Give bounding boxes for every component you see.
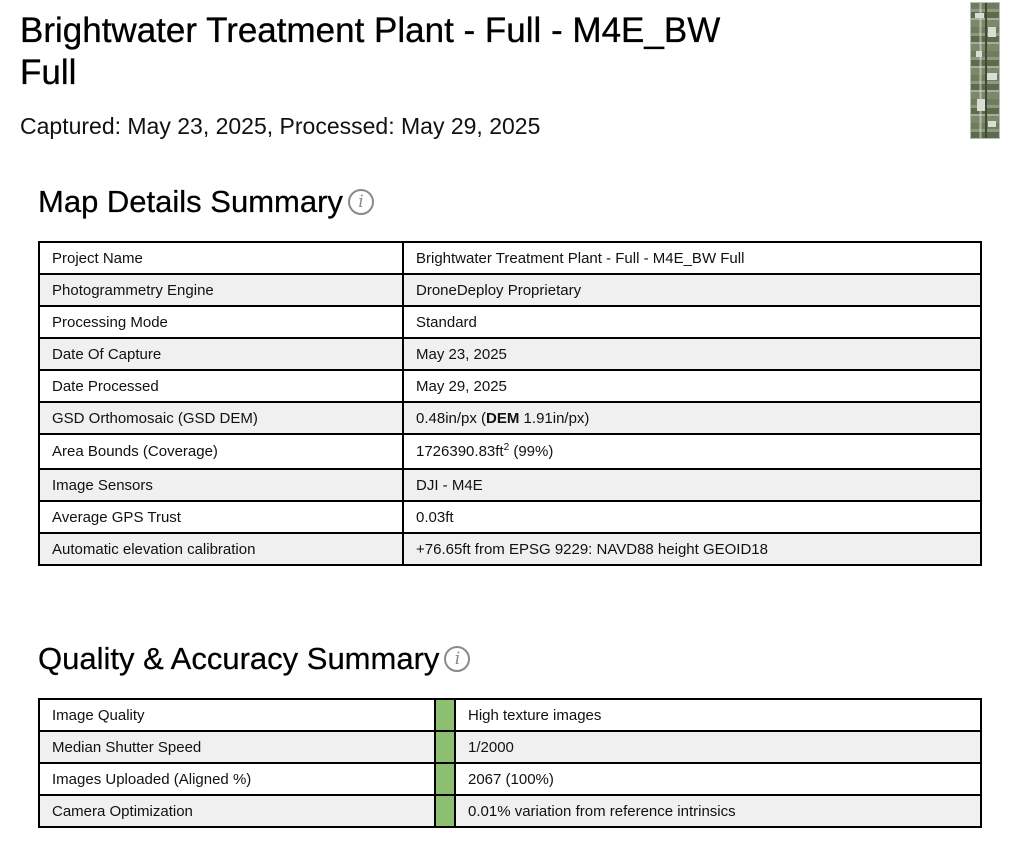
table-row <box>39 306 981 338</box>
coverage-value: (99%) <box>509 443 554 460</box>
info-icon[interactable]: i <box>444 646 470 672</box>
capture-dates: Captured: May 23, 2025, Processed: May 29, 2025 <box>20 113 541 139</box>
status-indicator <box>435 699 455 731</box>
row-label: GSD Orthomosaic (GSD DEM) <box>39 402 403 434</box>
row-value: DroneDeploy Proprietary <box>403 274 981 306</box>
table-row <box>39 434 981 469</box>
info-icon[interactable]: i <box>348 189 374 215</box>
row-value: 0.01% variation from reference intrinsics <box>455 795 981 827</box>
map-thumbnail <box>970 2 1000 139</box>
row-label: Average GPS Trust <box>39 501 403 533</box>
row-value: May 23, 2025 <box>403 338 981 370</box>
map-details-title: Map Details Summary <box>38 184 343 219</box>
row-label: Project Name <box>39 242 403 274</box>
table-row <box>39 338 981 370</box>
quality-title: Quality & Accuracy Summary <box>38 641 440 676</box>
map-details-heading <box>38 183 374 221</box>
report-title <box>20 10 760 94</box>
gsd-dem-value: 1.91in/px) <box>519 409 590 427</box>
quality-heading <box>38 640 470 678</box>
area-exponent: 2 <box>503 442 510 453</box>
row-value: May 29, 2025 <box>403 370 981 402</box>
table-row <box>39 731 981 763</box>
table-row <box>39 763 981 795</box>
report-title-line1: Brightwater Treatment Plant - Full - M4E_BW <box>20 11 721 50</box>
row-label: Date Of Capture <box>39 338 403 370</box>
table-row <box>39 469 981 501</box>
table-row <box>39 370 981 402</box>
row-value: DJI - M4E <box>403 469 981 501</box>
row-value: Brightwater Treatment Plant - Full - M4E_BW Full <box>403 242 981 274</box>
row-label: Median Shutter Speed <box>39 731 435 763</box>
row-label: Automatic elevation calibration <box>39 533 403 565</box>
status-indicator <box>435 763 455 795</box>
gsd-ortho-value: 0.48in/px ( <box>416 409 487 427</box>
row-label: Images Uploaded (Aligned %) <box>39 763 435 795</box>
table-row <box>39 242 981 274</box>
report-header <box>20 10 760 140</box>
status-indicator <box>435 731 455 763</box>
row-value: +76.65ft from EPSG 9229: NAVD88 height GEOID18 <box>403 533 981 565</box>
row-label: Image Sensors <box>39 469 403 501</box>
row-label: Processing Mode <box>39 306 403 338</box>
table-row <box>39 699 981 731</box>
table-row <box>39 533 981 565</box>
row-label: Area Bounds (Coverage) <box>39 434 403 469</box>
dem-label: DEM <box>486 409 520 427</box>
report-title-line2: Full <box>20 53 77 92</box>
row-value: Standard <box>403 306 981 338</box>
row-value <box>403 434 981 469</box>
table-row <box>39 795 981 827</box>
row-label: Date Processed <box>39 370 403 402</box>
row-value: High texture images <box>455 699 981 731</box>
table-row <box>39 501 981 533</box>
quality-table <box>38 698 982 828</box>
row-label: Photogrammetry Engine <box>39 274 403 306</box>
table-row <box>39 402 981 434</box>
row-label: Camera Optimization <box>39 795 435 827</box>
row-value: 0.03ft <box>403 501 981 533</box>
map-details-table <box>38 241 982 566</box>
row-value <box>403 402 981 434</box>
status-indicator <box>435 795 455 827</box>
table-row <box>39 274 981 306</box>
row-value: 2067 (100%) <box>455 763 981 795</box>
row-value: 1/2000 <box>455 731 981 763</box>
area-value: 1726390.83ft <box>416 443 504 460</box>
row-label: Image Quality <box>39 699 435 731</box>
